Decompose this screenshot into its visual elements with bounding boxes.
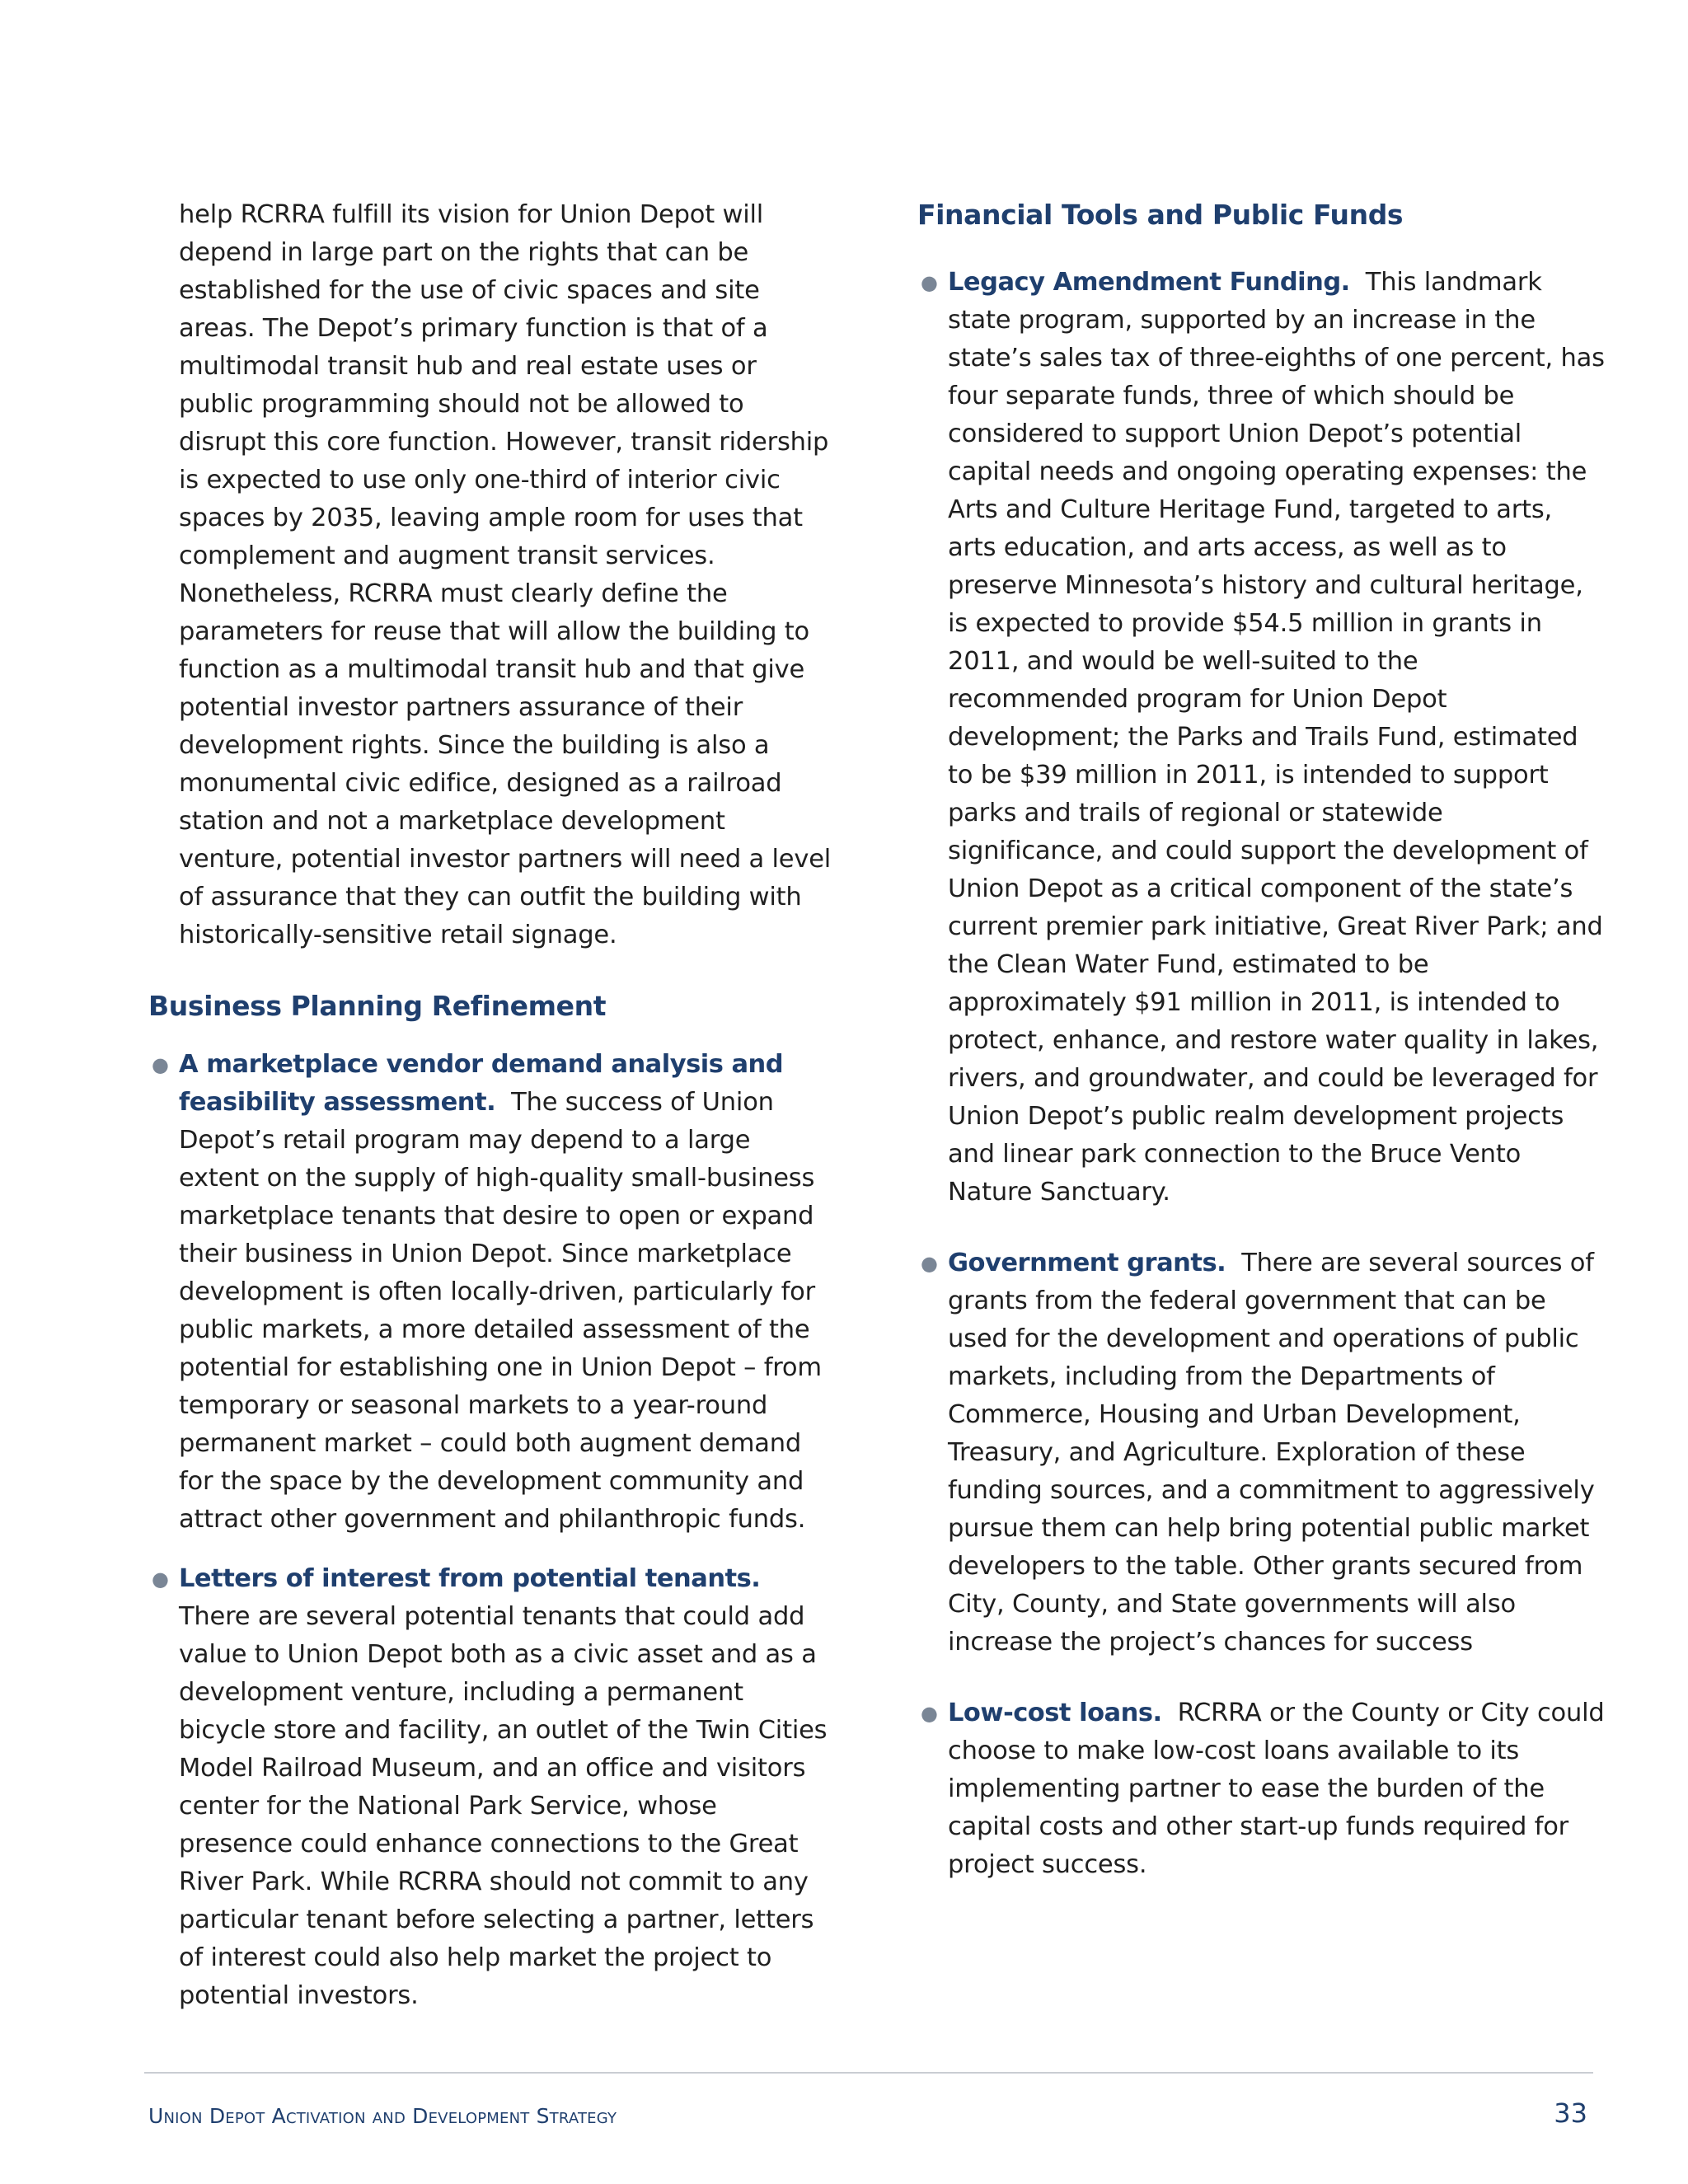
bullet-lead: Letters of interest from potential tenants. <box>179 1564 761 1593</box>
bullet-lead: Low-cost loans. <box>948 1699 1162 1727</box>
section-heading-business-planning: Business Planning Refinement <box>148 990 607 1022</box>
bullet-dot-icon: ● <box>152 1568 169 1591</box>
right-column <box>917 196 1606 1884</box>
bullet-lead: Government grants. <box>948 1249 1226 1277</box>
bullet-dot-icon: ● <box>921 1702 938 1725</box>
bullet-text: The success of Union Depot’s retail program may depend to a large extent on the supply of high-quality small-business marketplace tenants that desire to open or expand their business in Union Depot. Since marketplace development is often locally-driven, particularly for public markets, a more detailed assessment of the potential for establishing one in Union Depot – from temporary or seasonal markets to a year-round permanent market – could both augment demand for the space by the development community and attract other government and philanthropic funds. <box>179 1088 822 1534</box>
section-heading-financial-tools: Financial Tools and Public Funds <box>917 199 1404 231</box>
left-column <box>148 196 837 2015</box>
footer-divider <box>144 2072 1593 2074</box>
bullet-item <box>917 264 1606 1212</box>
bullet-text: RCRRA or the County or City could choose to make low-cost loans available to its implementing partner to ease the burden of the capital costs and other start-up funds required for project success. <box>948 1699 1605 1879</box>
page-number: 33 <box>1554 2097 1587 2129</box>
intro-paragraph: help RCRRA fulfill its vision for Union Depot will depend in large part on the rights that can be established for the use of civic spaces and site areas. The Depot’s primary function is that of a multimodal transit hub and real estate uses or public programming should not be allowed to disrupt this core function. However, transit ridership is expected to use only one-third of interior civic spaces by 2035, leaving ample room for uses that complement and augment transit services. Nonetheless, RCRRA must clearly define the parameters for reuse that will allow the building to function as a multimodal transit hub and that give potential investor partners assurance of their development rights. Since the building is also a monumental civic edifice, designed as a railroad station and not a marketplace development venture, potential investor partners will need a level of assurance that they can outfit the building with historically-sensitive retail signage. <box>179 200 832 949</box>
bullet-item <box>148 1046 837 1539</box>
bullet-text: There are several potential tenants that could add value to Union Depot both as a civic asset and as a development venture, including a permanent bicycle store and facility, an outlet of the Twin Cities Model Railroad Museum, and an office and visitors center for the National Park Service, whose presence could enhance connections to the Great River Park. While RCRRA should not commit to any particular tenant before selecting a partner, letters of interest could also help market the project to potential investors. <box>179 1602 828 2010</box>
bullet-lead: A marketplace vendor demand analysis and feasibility assessment. <box>179 1050 784 1117</box>
bullet-dot-icon: ● <box>921 271 938 294</box>
bullet-dot-icon: ● <box>152 1053 169 1076</box>
footer-document-title: Union Depot Activation and Development Strategy <box>148 2104 617 2128</box>
bullet-item <box>917 1244 1606 1661</box>
bullet-text: There are several sources of grants from the federal government that can be used for the development and operations of public markets, including from the Departments of Commerce, Housing and Urban Development, Treasury, and Agriculture. Exploration of these funding sources, and a commitment to aggressively pursue them can help bring potential public market developers to the table. Other grants secured from City, County, and State governments will also increase the project’s chances for success <box>948 1249 1595 1657</box>
bullet-item <box>148 1560 837 2015</box>
bullet-dot-icon: ● <box>921 1252 938 1275</box>
bullet-lead: Legacy Amendment Funding. <box>948 268 1350 297</box>
bullet-item <box>917 1694 1606 1884</box>
bullet-text: This landmark state program, supported by an increase in the state’s sales tax of three-eighths of one percent, has four separate funds, three of which should be considered to support Union Depot’s potential capital needs and ongoing operating expenses: the Arts and Culture Heritage Fund, targeted to arts, arts education, and arts access, as well as to preserve Minnesota’s history and cultural heritage, is expected to provide $54.5 million in grants in 2011, and would be well-suited to the recommended program for Union Depot development; the Parks and Trails Fund, estimated to be $39 million in 2011, is intended to support parks and trails of regional or statewide significance, and could support the development of Union Depot as a critical component of the state’s current premier park initiative, Great River Park; and the Clean Water Fund, estimated to be approximately $91 million in 2011, is intended to protect, enhance, and restore water quality in lakes, rivers, and groundwater, and could be leveraged for Union Depot’s public realm development projects and linear park connection to the Bruce Vento Nature Sanctuary. <box>948 268 1605 1207</box>
